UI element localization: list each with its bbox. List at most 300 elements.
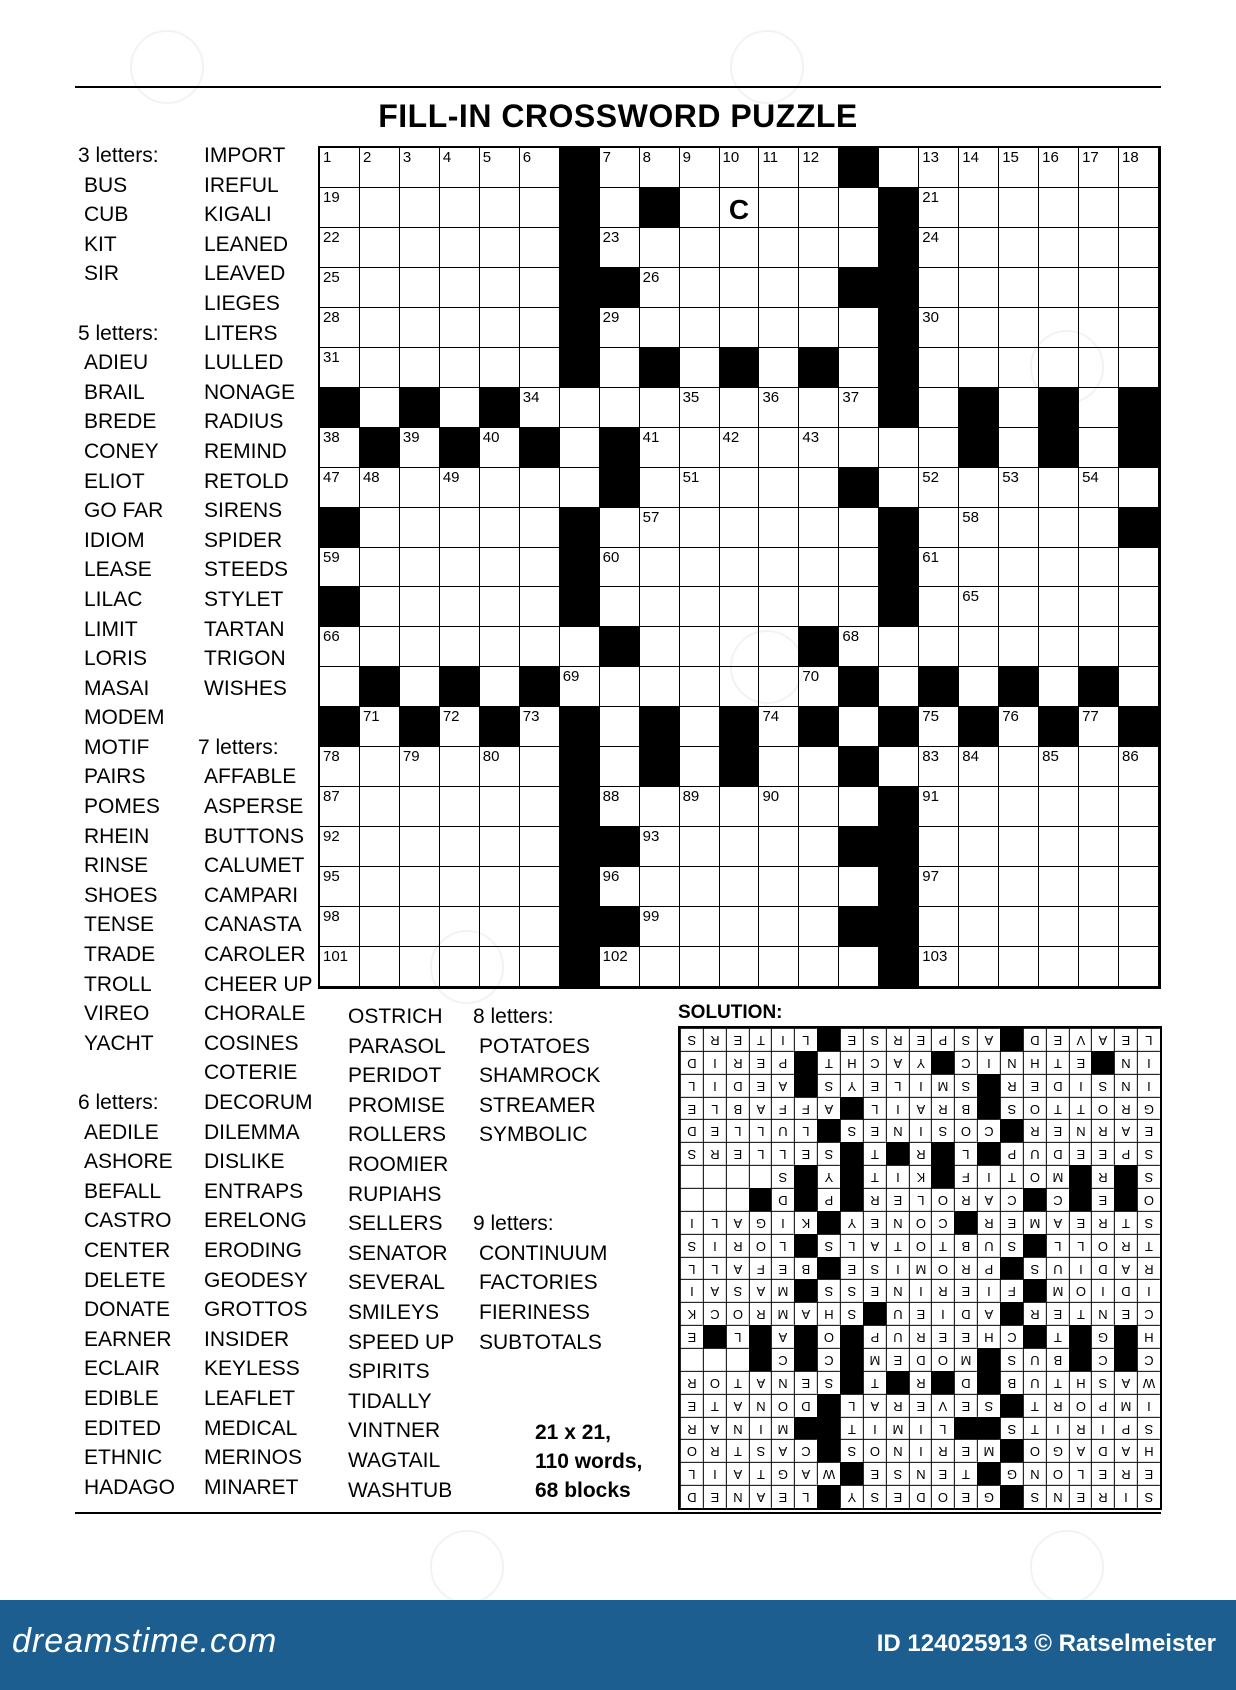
grid-cell[interactable] — [799, 308, 839, 348]
grid-cell[interactable] — [520, 947, 560, 987]
grid-cell[interactable] — [680, 587, 720, 627]
grid-cell[interactable] — [400, 428, 440, 468]
grid-cell[interactable] — [520, 827, 560, 867]
grid-cell[interactable] — [799, 827, 839, 867]
grid-cell[interactable] — [440, 827, 480, 867]
grid-cell[interactable] — [520, 907, 560, 947]
grid-cell[interactable] — [1079, 907, 1119, 947]
grid-cell[interactable] — [640, 388, 680, 428]
grid-cell[interactable] — [360, 707, 400, 747]
grid-cell[interactable] — [320, 428, 360, 468]
grid-cell[interactable] — [959, 228, 999, 268]
grid-cell[interactable] — [759, 827, 799, 867]
grid-cell[interactable] — [999, 388, 1039, 428]
grid-cell[interactable] — [320, 907, 360, 947]
grid-cell[interactable] — [959, 867, 999, 907]
grid-cell[interactable] — [720, 468, 760, 508]
grid-cell[interactable] — [320, 148, 360, 188]
grid-cell[interactable] — [919, 587, 959, 627]
grid-cell[interactable] — [640, 667, 680, 707]
grid-cell[interactable] — [360, 587, 400, 627]
grid-cell[interactable] — [1039, 907, 1079, 947]
grid-cell[interactable] — [759, 308, 799, 348]
grid-cell[interactable] — [400, 627, 440, 667]
grid-cell[interactable] — [600, 787, 640, 827]
grid-cell[interactable] — [839, 627, 879, 667]
grid-cell[interactable] — [999, 947, 1039, 987]
grid-cell[interactable] — [600, 587, 640, 627]
grid-cell[interactable] — [520, 228, 560, 268]
grid-cell[interactable] — [520, 188, 560, 228]
grid-cell[interactable] — [440, 388, 480, 428]
grid-cell[interactable] — [480, 148, 520, 188]
grid-cell[interactable] — [839, 947, 879, 987]
grid-cell[interactable] — [720, 548, 760, 588]
grid-cell[interactable] — [1119, 188, 1159, 228]
grid-cell[interactable] — [520, 388, 560, 428]
grid-cell[interactable] — [520, 348, 560, 388]
grid-cell[interactable] — [759, 707, 799, 747]
grid-cell[interactable] — [759, 907, 799, 947]
grid-cell[interactable] — [440, 508, 480, 548]
grid-cell[interactable] — [999, 228, 1039, 268]
grid-cell[interactable] — [1039, 468, 1079, 508]
grid-cell[interactable] — [1039, 747, 1079, 787]
grid-cell[interactable] — [919, 867, 959, 907]
grid-cell[interactable] — [759, 188, 799, 228]
grid-cell[interactable] — [520, 148, 560, 188]
grid-cell[interactable] — [799, 548, 839, 588]
grid-cell[interactable] — [440, 548, 480, 588]
grid-cell[interactable] — [480, 468, 520, 508]
grid-cell[interactable] — [560, 468, 600, 508]
grid-cell[interactable] — [360, 268, 400, 308]
grid-cell[interactable] — [400, 587, 440, 627]
grid-cell[interactable] — [720, 148, 760, 188]
grid-cell[interactable] — [959, 787, 999, 827]
grid-cell[interactable] — [600, 508, 640, 548]
grid-cell[interactable] — [720, 947, 760, 987]
grid-cell[interactable] — [520, 867, 560, 907]
grid-cell[interactable] — [480, 228, 520, 268]
grid-cell[interactable] — [959, 627, 999, 667]
grid-cell[interactable] — [640, 627, 680, 667]
grid-cell[interactable] — [680, 468, 720, 508]
grid-cell[interactable] — [400, 827, 440, 867]
grid-cell[interactable] — [799, 508, 839, 548]
grid-cell[interactable] — [919, 508, 959, 548]
grid-cell[interactable] — [640, 508, 680, 548]
grid-cell[interactable] — [480, 428, 520, 468]
grid-cell[interactable] — [879, 468, 919, 508]
grid-cell[interactable] — [480, 308, 520, 348]
grid-cell[interactable] — [1079, 548, 1119, 588]
grid-cell[interactable] — [879, 148, 919, 188]
grid-cell[interactable] — [959, 468, 999, 508]
grid-cell[interactable] — [480, 188, 520, 228]
grid-cell[interactable] — [640, 907, 680, 947]
grid-cell[interactable] — [959, 348, 999, 388]
grid-cell[interactable] — [520, 787, 560, 827]
grid-cell[interactable] — [600, 348, 640, 388]
grid-cell[interactable] — [680, 907, 720, 947]
grid-cell[interactable] — [999, 188, 1039, 228]
grid-cell[interactable] — [480, 867, 520, 907]
grid-cell[interactable] — [680, 188, 720, 228]
grid-cell[interactable] — [799, 188, 839, 228]
grid-cell[interactable] — [560, 428, 600, 468]
grid-cell[interactable] — [640, 468, 680, 508]
grid-cell[interactable] — [360, 148, 400, 188]
grid-cell[interactable] — [839, 308, 879, 348]
grid-cell[interactable] — [759, 787, 799, 827]
brand-logo[interactable]: dreamstime.com — [12, 1622, 278, 1660]
grid-cell[interactable] — [1079, 148, 1119, 188]
grid-cell[interactable] — [400, 188, 440, 228]
grid-cell[interactable] — [320, 228, 360, 268]
grid-cell[interactable] — [360, 827, 400, 867]
grid-cell[interactable] — [360, 787, 400, 827]
grid-cell[interactable] — [959, 827, 999, 867]
grid-cell[interactable] — [799, 867, 839, 907]
grid-cell[interactable] — [919, 468, 959, 508]
grid-cell[interactable] — [1039, 148, 1079, 188]
grid-cell[interactable] — [320, 188, 360, 228]
grid-cell[interactable] — [839, 707, 879, 747]
grid-cell[interactable] — [959, 188, 999, 228]
grid-cell[interactable] — [520, 707, 560, 747]
grid-cell[interactable] — [640, 228, 680, 268]
grid-cell[interactable] — [959, 508, 999, 548]
grid-cell[interactable] — [680, 428, 720, 468]
grid-cell[interactable] — [440, 707, 480, 747]
grid-cell[interactable] — [1079, 188, 1119, 228]
grid-cell[interactable] — [999, 787, 1039, 827]
grid-cell[interactable] — [759, 148, 799, 188]
grid-cell[interactable] — [1079, 747, 1119, 787]
grid-cell[interactable] — [320, 667, 360, 707]
grid-cell[interactable] — [919, 268, 959, 308]
grid-cell[interactable] — [320, 787, 360, 827]
grid-cell[interactable] — [799, 667, 839, 707]
grid-cell[interactable] — [959, 268, 999, 308]
grid-cell[interactable] — [640, 867, 680, 907]
grid-cell[interactable] — [640, 428, 680, 468]
grid-cell[interactable] — [839, 787, 879, 827]
grid-cell[interactable] — [799, 148, 839, 188]
grid-cell[interactable] — [520, 508, 560, 548]
grid-cell[interactable] — [680, 228, 720, 268]
grid-cell[interactable] — [879, 747, 919, 787]
grid-cell[interactable] — [1039, 947, 1079, 987]
grid-cell[interactable] — [999, 747, 1039, 787]
grid-cell[interactable] — [919, 308, 959, 348]
grid-cell[interactable] — [400, 148, 440, 188]
grid-cell[interactable] — [1079, 428, 1119, 468]
grid-cell[interactable] — [919, 787, 959, 827]
grid-cell[interactable] — [440, 747, 480, 787]
grid-cell[interactable] — [1079, 508, 1119, 548]
grid-cell[interactable] — [600, 867, 640, 907]
grid-cell[interactable] — [919, 188, 959, 228]
grid-cell[interactable] — [440, 348, 480, 388]
grid-cell[interactable] — [400, 907, 440, 947]
grid-cell[interactable] — [919, 228, 959, 268]
grid-cell[interactable] — [680, 787, 720, 827]
grid-cell[interactable] — [440, 468, 480, 508]
grid-cell[interactable] — [560, 667, 600, 707]
grid-cell[interactable] — [839, 388, 879, 428]
grid-cell[interactable] — [520, 627, 560, 667]
grid-cell[interactable] — [720, 388, 760, 428]
grid-cell[interactable] — [879, 627, 919, 667]
grid-cell[interactable] — [600, 388, 640, 428]
grid-cell[interactable] — [680, 627, 720, 667]
grid-cell[interactable] — [400, 308, 440, 348]
grid-cell[interactable] — [680, 827, 720, 867]
grid-cell[interactable] — [480, 827, 520, 867]
grid-cell[interactable] — [400, 787, 440, 827]
grid-cell[interactable] — [720, 508, 760, 548]
grid-cell[interactable] — [720, 228, 760, 268]
grid-cell[interactable] — [999, 867, 1039, 907]
grid-cell[interactable] — [320, 308, 360, 348]
grid-cell[interactable] — [999, 587, 1039, 627]
grid-cell[interactable] — [759, 348, 799, 388]
grid-cell[interactable] — [680, 388, 720, 428]
grid-cell[interactable] — [959, 947, 999, 987]
grid-cell[interactable] — [720, 428, 760, 468]
grid-cell[interactable] — [839, 508, 879, 548]
grid-cell[interactable] — [1079, 827, 1119, 867]
grid-cell[interactable] — [400, 348, 440, 388]
grid-cell[interactable] — [1079, 268, 1119, 308]
grid-cell[interactable] — [1079, 587, 1119, 627]
grid-cell[interactable] — [1079, 468, 1119, 508]
grid-cell[interactable] — [640, 268, 680, 308]
grid-cell[interactable] — [999, 468, 1039, 508]
grid-cell[interactable] — [400, 508, 440, 548]
grid-cell[interactable] — [320, 947, 360, 987]
grid-cell[interactable] — [640, 787, 680, 827]
grid-cell[interactable] — [680, 747, 720, 787]
grid-cell[interactable] — [1079, 228, 1119, 268]
grid-cell[interactable] — [360, 548, 400, 588]
grid-cell[interactable] — [1119, 348, 1159, 388]
grid-cell[interactable] — [1119, 827, 1159, 867]
grid-cell[interactable] — [520, 468, 560, 508]
grid-cell[interactable] — [959, 667, 999, 707]
grid-cell[interactable] — [600, 308, 640, 348]
grid-cell[interactable] — [959, 587, 999, 627]
grid-cell[interactable] — [440, 268, 480, 308]
grid-cell[interactable] — [600, 188, 640, 228]
grid-cell[interactable] — [360, 627, 400, 667]
grid-cell[interactable] — [360, 747, 400, 787]
grid-cell[interactable] — [1039, 827, 1079, 867]
grid-cell[interactable] — [759, 388, 799, 428]
grid-cell[interactable] — [640, 827, 680, 867]
grid-cell[interactable] — [520, 268, 560, 308]
grid-cell[interactable] — [799, 947, 839, 987]
grid-cell[interactable] — [600, 947, 640, 987]
grid-cell[interactable] — [440, 148, 480, 188]
grid-cell[interactable] — [560, 627, 600, 667]
grid-cell[interactable] — [919, 947, 959, 987]
grid-cell[interactable] — [1039, 667, 1079, 707]
grid-cell[interactable] — [999, 428, 1039, 468]
grid-cell[interactable] — [999, 268, 1039, 308]
grid-cell[interactable] — [1119, 228, 1159, 268]
grid-cell[interactable] — [440, 188, 480, 228]
grid-cell[interactable] — [959, 148, 999, 188]
grid-cell[interactable] — [1039, 787, 1079, 827]
grid-cell[interactable] — [640, 148, 680, 188]
grid-cell[interactable] — [720, 867, 760, 907]
grid-cell[interactable] — [400, 867, 440, 907]
grid-cell[interactable] — [839, 587, 879, 627]
grid-cell[interactable] — [799, 587, 839, 627]
grid-cell[interactable] — [360, 508, 400, 548]
grid-cell[interactable] — [720, 308, 760, 348]
grid-cell[interactable] — [720, 907, 760, 947]
grid-cell[interactable] — [919, 428, 959, 468]
grid-cell[interactable] — [1079, 787, 1119, 827]
grid-cell[interactable] — [759, 548, 799, 588]
grid-cell[interactable] — [680, 268, 720, 308]
grid-cell[interactable] — [1039, 508, 1079, 548]
grid-cell[interactable] — [680, 308, 720, 348]
grid-cell[interactable] — [480, 787, 520, 827]
grid-cell[interactable] — [360, 388, 400, 428]
grid-cell[interactable] — [600, 228, 640, 268]
grid-cell[interactable] — [799, 787, 839, 827]
grid-cell[interactable] — [1079, 627, 1119, 667]
grid-cell[interactable] — [1039, 867, 1079, 907]
grid-cell[interactable] — [799, 907, 839, 947]
grid-cell[interactable] — [919, 827, 959, 867]
grid-cell[interactable] — [1119, 308, 1159, 348]
grid-cell[interactable] — [320, 867, 360, 907]
grid-cell[interactable] — [520, 587, 560, 627]
grid-cell[interactable] — [360, 468, 400, 508]
grid-cell[interactable] — [1119, 907, 1159, 947]
grid-cell[interactable] — [839, 228, 879, 268]
grid-cell[interactable] — [1079, 867, 1119, 907]
grid-cell[interactable] — [480, 348, 520, 388]
grid-cell[interactable] — [1079, 947, 1119, 987]
grid-cell[interactable] — [1119, 947, 1159, 987]
grid-cell[interactable] — [959, 747, 999, 787]
grid-cell[interactable] — [320, 268, 360, 308]
grid-cell[interactable] — [600, 747, 640, 787]
grid-cell[interactable] — [959, 308, 999, 348]
grid-cell[interactable] — [720, 787, 760, 827]
grid-cell[interactable] — [360, 867, 400, 907]
grid-cell[interactable] — [600, 548, 640, 588]
grid-cell[interactable] — [320, 747, 360, 787]
grid-cell[interactable] — [680, 867, 720, 907]
grid-cell[interactable] — [839, 348, 879, 388]
grid-cell[interactable] — [440, 867, 480, 907]
grid-cell[interactable] — [759, 428, 799, 468]
grid-cell[interactable] — [759, 468, 799, 508]
grid-cell[interactable] — [759, 508, 799, 548]
grid-cell[interactable] — [1039, 188, 1079, 228]
grid-cell[interactable] — [1119, 268, 1159, 308]
grid-cell[interactable] — [999, 548, 1039, 588]
grid-cell[interactable] — [520, 747, 560, 787]
grid-cell[interactable] — [1119, 787, 1159, 827]
grid-cell[interactable] — [999, 627, 1039, 667]
grid-cell[interactable] — [919, 548, 959, 588]
grid-cell[interactable] — [999, 308, 1039, 348]
grid-cell[interactable] — [680, 548, 720, 588]
grid-cell[interactable] — [1119, 148, 1159, 188]
grid-cell[interactable] — [759, 947, 799, 987]
grid-cell[interactable] — [919, 627, 959, 667]
grid-cell[interactable] — [999, 508, 1039, 548]
grid-cell[interactable] — [799, 268, 839, 308]
grid-cell[interactable] — [520, 308, 560, 348]
grid-cell[interactable] — [1119, 867, 1159, 907]
grid-cell[interactable] — [1039, 268, 1079, 308]
grid-cell[interactable] — [799, 228, 839, 268]
grid-cell[interactable] — [999, 148, 1039, 188]
grid-cell[interactable] — [1039, 548, 1079, 588]
grid-cell[interactable] — [720, 827, 760, 867]
grid-cell[interactable] — [759, 268, 799, 308]
grid-cell[interactable] — [480, 548, 520, 588]
grid-cell[interactable] — [1119, 627, 1159, 667]
grid-cell[interactable] — [400, 747, 440, 787]
grid-cell[interactable] — [360, 228, 400, 268]
grid-cell[interactable] — [759, 228, 799, 268]
grid-cell[interactable] — [360, 907, 400, 947]
grid-cell[interactable] — [720, 188, 760, 228]
grid-cell[interactable] — [1039, 587, 1079, 627]
grid-cell[interactable] — [720, 587, 760, 627]
grid-cell[interactable] — [839, 867, 879, 907]
grid-cell[interactable] — [919, 388, 959, 428]
grid-cell[interactable] — [360, 348, 400, 388]
grid-cell[interactable] — [520, 548, 560, 588]
grid-cell[interactable] — [999, 827, 1039, 867]
grid-cell[interactable] — [680, 707, 720, 747]
grid-cell[interactable] — [640, 548, 680, 588]
grid-cell[interactable] — [680, 508, 720, 548]
grid-cell[interactable] — [480, 587, 520, 627]
grid-cell[interactable] — [839, 548, 879, 588]
grid-cell[interactable] — [440, 228, 480, 268]
grid-cell[interactable] — [839, 188, 879, 228]
grid-cell[interactable] — [360, 947, 400, 987]
grid-cell[interactable] — [600, 707, 640, 747]
grid-cell[interactable] — [879, 428, 919, 468]
grid-cell[interactable] — [480, 627, 520, 667]
grid-cell[interactable] — [799, 747, 839, 787]
grid-cell[interactable] — [680, 148, 720, 188]
grid-cell[interactable] — [999, 907, 1039, 947]
grid-cell[interactable] — [440, 587, 480, 627]
grid-cell[interactable] — [480, 508, 520, 548]
grid-cell[interactable] — [640, 587, 680, 627]
grid-cell[interactable] — [320, 348, 360, 388]
grid-cell[interactable] — [799, 428, 839, 468]
grid-cell[interactable] — [1119, 548, 1159, 588]
grid-cell[interactable] — [360, 188, 400, 228]
grid-cell[interactable] — [680, 667, 720, 707]
